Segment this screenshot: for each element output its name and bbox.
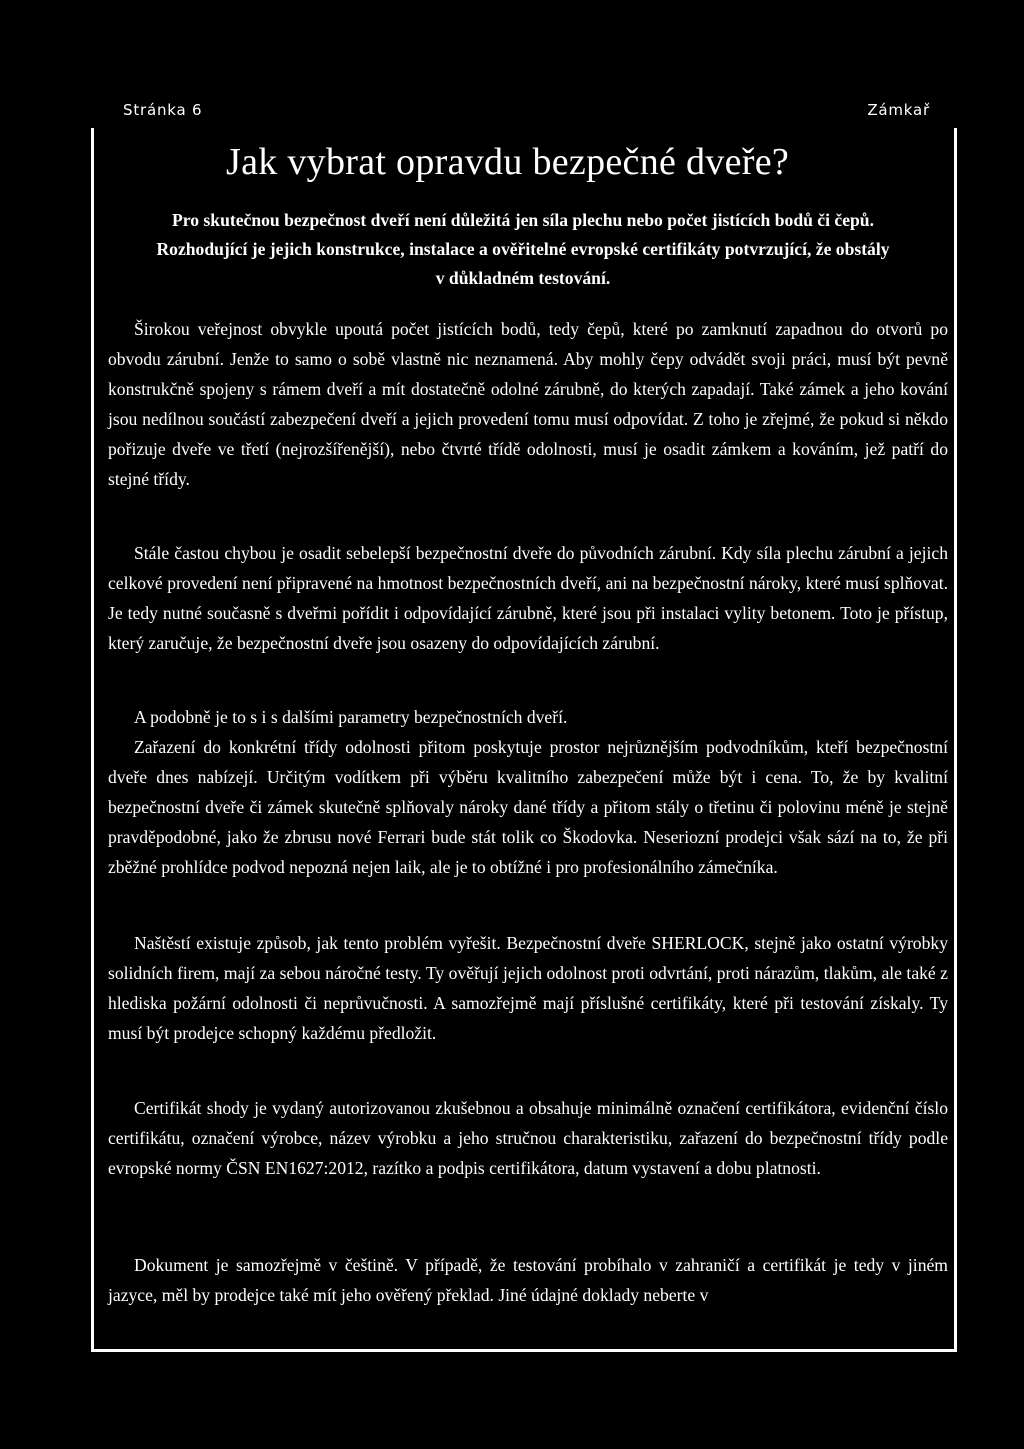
paragraph-other-parameters: A podobně je to s i s dalšími parametry bezpečnostních dveří. [134,707,568,727]
paragraph-certificate-language: Dokument je samozřejmě v češtině. V případě, že testování probíhalo v zahraničí a certifikát je tedy v jiném jazyce, měl by prodejce také mít jeho ověřený překlad. Jiné údajné doklady neberte v [108,1255,948,1305]
paragraph-resistance-class-fraud: Zařazení do konkrétní třídy odolnosti přitom poskytuje prostor nejrůznějším podvodníkům, kteří bezpečnostní dveře dnes nabízejí. Určitým vodítkem při výběru kvalitního zabezpečení může být i cena. To, že by kvalitní bezpečnostní dveře či zámek skutečně splňovaly nároky dané třídy a přitom stály o třetinu či polovinu méně je stejně pravděpodobné, jako že zbrusu nové Ferrari bude stát tolik co Škodovka. Neseriozní prodejci však sází na to, že při zběžné prohlídce podvod nepozná nejen laik, ale je to obtížné i pro profesionálního zámečníka. [108,737,948,877]
article-lead: Pro skutečnou bezpečnost dveří není důležitá jen síla plechu nebo počet jistících bodů či čepů. Rozhodující je jejich konstrukce, instalace a ověřitelné evropské certifikáty potvrzující, že obstály v důkladném testování. [156,210,890,288]
page-header [123,101,930,127]
paragraph-certificate-contents: Certifikát shody je vydaný autorizovanou zkušebnou a obsahuje minimálně označení certifikátora, evidenční číslo certifikátu, označení výrobce, název výrobku a jeho stručnou charakteristiku, zařazení do bezpečnostní třídy podle evropské normy ČSN EN1627:2012, razítko a podpis certifikátora, datum vystavení a dobu platnosti. [108,1098,948,1178]
paragraph-door-frames: Stále častou chybou je osadit sebelepší bezpečnostní dveře do původních zárubní. Kdy síla plechu zárubní a jejich celkové provedení není připravené na hmotnost bezpečnostních dveří, ani na bezpečnostní nároky, které musí splňovat. Je tedy nutné současně s dveřmi pořídit i odpovídající zárubně, které jsou při instalaci vylity betonem. Toto je přístup, který zaručuje, že bezpečnostní dveře jsou osazeny do odpovídajících zárubní. [108,543,948,653]
paragraph-sherlock-testing: Naštěstí existuje způsob, jak tento problém vyřešit. Bezpečnostní dveře SHERLOCK, stejně jako ostatní výrobky solidních firem, mají za sebou náročné testy. Ty ověřují jejich odolnost proti odvrtání, proti nárazům, tlakům, ale také z hlediska požární odolnosti či neprůvučnosti. A samozřejmě mají příslušné certifikáty, které při testování získaly. Ty musí být prodejce schopný každému předložit. [108,933,948,1043]
article-title: Jak vybrat opravdu bezpečné dveře? [226,141,790,183]
section-name: Zámkař [867,101,930,119]
paragraph-group-resistance-class [108,702,948,882]
page-number: Stránka 6 [123,101,203,119]
paragraph-door-locking-points: Širokou veřejnost obvykle upoutá počet jistících bodů, tedy čepů, které po zamknutí zapadnou do otvorů po obvodu zárubní. Jenže to samo o sobě vlastně nic neznamená. Aby mohly čepy odvádět svoji práci, musí být pevně konstrukčně spojeny s rámem dveří a mít dostatečně odolné zárubně, do kterých zapadají. Také zámek a jeho kování jsou nedílnou součástí zabezpečení dveří a jejich provedení tomu musí odpovídat. Z toho je zřejmé, že pokud si někdo pořizuje dveře ve třetí (nejrozšířenější), nebo čtvrté třídě odolnosti, musí je osadit zámkem a kováním, jež patří do stejné třídy. [108,319,948,489]
